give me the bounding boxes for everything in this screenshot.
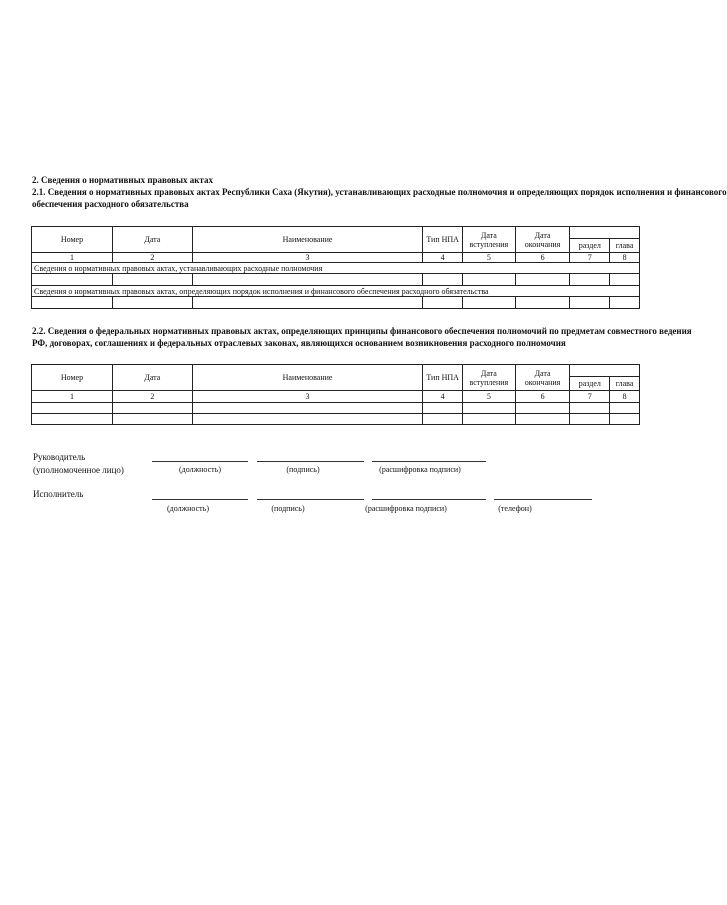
col-num: 6: [515, 391, 570, 403]
col-num: 6: [515, 253, 570, 263]
number-row: [32, 253, 640, 263]
subsection-2-2-line2: РФ, договорах, соглашениях и федеральных отраслевых законах, являющихся основанием возникновения расходного полномочия: [32, 338, 566, 348]
exec-phone-caption: (телефон): [498, 504, 532, 513]
header-date-start: Дата вступления: [462, 227, 515, 253]
col-num: 8: [610, 391, 640, 403]
number-row: [32, 391, 640, 403]
col-num: 1: [32, 253, 113, 263]
header-npa-type: Тип НПА: [423, 227, 463, 253]
header-group-empty: [570, 227, 640, 239]
head-signature-caption: (подпись): [286, 465, 320, 474]
header-group-empty: [570, 365, 640, 377]
group-row-procedure: Сведения о нормативных правовых актах, определяющих порядок исполнения и финансового обеспечения расходного обязательства: [32, 286, 640, 297]
header-chapter: глава: [610, 377, 640, 391]
header-date-end: Дата окончания: [515, 227, 570, 253]
exec-decode-line: [372, 499, 486, 500]
col-num: 4: [423, 253, 463, 263]
col-num: 7: [570, 253, 610, 263]
table-row: [32, 274, 640, 286]
subsection-2-1-title: [32, 186, 727, 210]
header-section: раздел: [570, 377, 610, 391]
npa-table-regional: [31, 226, 640, 309]
header-date: Дата: [112, 227, 192, 253]
col-num: 1: [32, 391, 113, 403]
subsection-2-1-line1: 2.1. Сведения о нормативных правовых актах Республики Саха (Якутия), устанавливающих расходные полномочия и определяющих порядок исполнения и финансового: [32, 187, 727, 197]
table-row: [32, 403, 640, 414]
head-position-caption: (должность): [179, 465, 221, 474]
header-name: Наименование: [192, 227, 423, 253]
header-number: Номер: [32, 365, 113, 391]
col-num: 3: [192, 253, 423, 263]
col-num: 4: [423, 391, 463, 403]
head-label: Руководитель: [33, 452, 86, 462]
head-sublabel: (уполномоченное лицо): [33, 465, 124, 475]
header-chapter: глава: [610, 239, 640, 253]
col-num: 2: [112, 253, 192, 263]
col-num: 5: [462, 391, 515, 403]
table-row: [32, 414, 640, 425]
header-number: Номер: [32, 227, 113, 253]
head-signature-line: [257, 461, 364, 462]
exec-signature-caption: (подпись): [271, 504, 305, 513]
exec-signature-line: [257, 499, 364, 500]
table-row: [32, 297, 640, 309]
header-date: Дата: [112, 365, 192, 391]
col-num: 5: [462, 253, 515, 263]
group-row-powers: Сведения о нормативных правовых актах, устанавливающих расходные полномочия: [32, 263, 640, 274]
subsection-2-1-line2: обеспечения расходного обязательства: [32, 199, 189, 209]
head-decode-caption: (расшифровка подписи): [379, 465, 461, 474]
col-num: 3: [192, 391, 423, 403]
exec-position-line: [152, 499, 248, 500]
npa-table-federal: [31, 364, 640, 425]
col-num: 2: [112, 391, 192, 403]
col-num: 8: [610, 253, 640, 263]
subsection-2-2-title: [32, 325, 692, 349]
exec-phone-line: [494, 499, 592, 500]
header-npa-type: Тип НПА: [423, 365, 463, 391]
subsection-2-2-line1: 2.2. Сведения о федеральных нормативных правовых актах, определяющих принципы финансового обеспечения полномочий по предметам совместного ведения: [32, 326, 692, 336]
exec-position-caption: (должность): [167, 504, 209, 513]
executor-label: Исполнитель: [33, 489, 84, 499]
col-num: 7: [570, 391, 610, 403]
header-date-start: Дата вступления: [462, 365, 515, 391]
head-decode-line: [372, 461, 486, 462]
header-date-end: Дата окончания: [515, 365, 570, 391]
head-position-line: [152, 461, 248, 462]
section-title: 2. Сведения о нормативных правовых актах: [32, 175, 213, 185]
header-name: Наименование: [192, 365, 423, 391]
header-section: раздел: [570, 239, 610, 253]
exec-decode-caption: (расшифровка подписи): [365, 504, 447, 513]
